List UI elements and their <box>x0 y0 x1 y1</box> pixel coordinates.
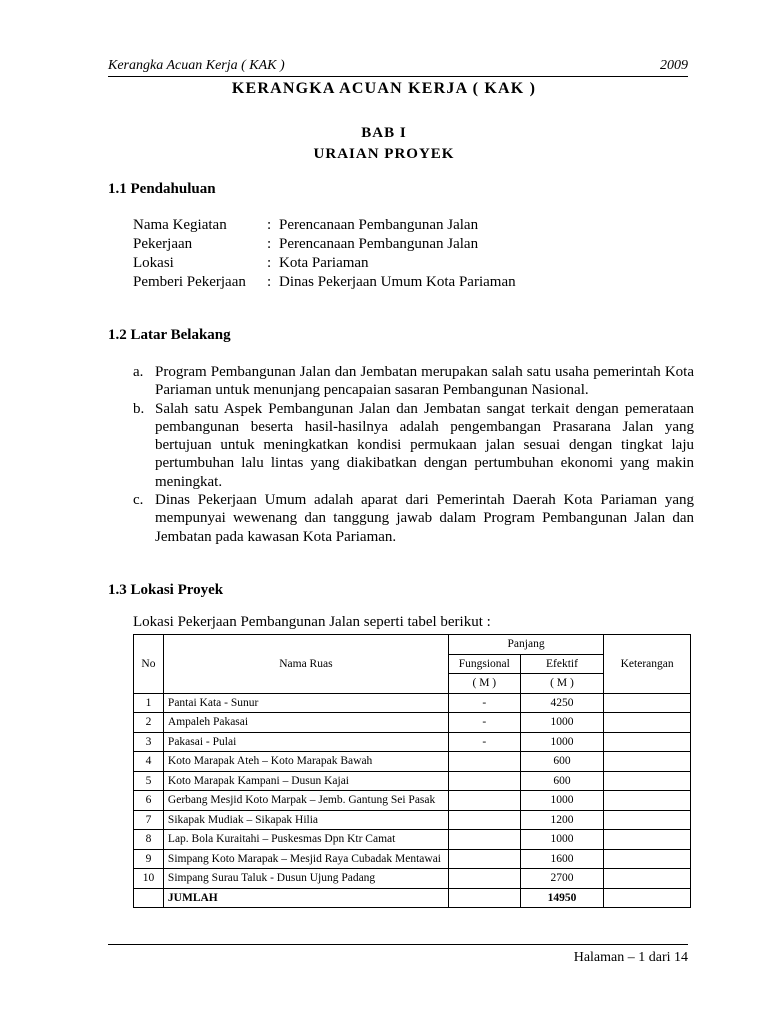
cell-total-label: JUMLAH <box>163 888 448 908</box>
section-heading-latar-belakang: 1.2 Latar Belakang <box>108 327 231 343</box>
cell-no: 3 <box>134 732 164 752</box>
list-marker: c. <box>133 492 144 509</box>
info-row-lokasi <box>133 254 516 273</box>
cell-keterangan <box>604 869 691 889</box>
project-info <box>133 216 516 292</box>
list-item <box>133 491 694 546</box>
header-nama-ruas: Nama Ruas <box>163 635 448 694</box>
list-text: Salah satu Aspek Pembangunan Jalan dan Jembatan sangat terkait dengan pemerataan pembangunan beserta hasil-hasilnya adalah pengembangan Prasarana Jalan yang bertujuan untuk meningkatkan kondisi permukaan jalan sesuai dengan tingkat laju pertumbuhan lalu lintas yang diakibatkan dengan pertumbuhan ekonomi yang makin meningkat. <box>155 400 694 490</box>
chapter-number: BAB I <box>361 125 407 141</box>
cell-efektif: 1600 <box>520 849 604 869</box>
info-colon: : <box>267 217 272 233</box>
cell-fungsional <box>448 869 520 889</box>
header-keterangan: Keterangan <box>604 635 691 694</box>
cell-fungsional-empty <box>448 888 520 908</box>
list-item <box>133 363 694 400</box>
cell-keterangan <box>604 693 691 713</box>
info-value: Perencanaan Pembangunan Jalan <box>279 217 479 233</box>
chapter-title: URAIAN PROYEK <box>313 146 455 162</box>
cell-no: 1 <box>134 693 164 713</box>
info-label: Pemberi Pekerjaan <box>133 274 246 290</box>
cell-efektif: 2700 <box>520 869 604 889</box>
cell-total-efektif: 14950 <box>520 888 604 908</box>
cell-efektif: 1200 <box>520 810 604 830</box>
header-doc-title: Kerangka Acuan Kerja ( KAK ) <box>108 58 285 73</box>
list-marker: b. <box>133 400 145 417</box>
cell-fungsional: - <box>448 693 520 713</box>
info-colon: : <box>267 274 272 290</box>
table-header-row <box>134 635 691 655</box>
info-colon: : <box>267 255 272 271</box>
cell-no: 10 <box>134 869 164 889</box>
info-label: Nama Kegiatan <box>133 217 227 233</box>
cell-efektif: 1000 <box>520 713 604 733</box>
table-row <box>134 810 691 830</box>
location-intro: Lokasi Pekerjaan Pembangunan Jalan seperti tabel berikut : <box>133 614 491 630</box>
table-total-row <box>134 888 691 908</box>
table-row <box>134 849 691 869</box>
info-value: Kota Pariaman <box>279 255 369 271</box>
cell-efektif: 600 <box>520 752 604 772</box>
cell-keterangan <box>604 810 691 830</box>
header-unit-fungsional: ( M ) <box>448 674 520 694</box>
table-row <box>134 771 691 791</box>
cell-efektif: 1000 <box>520 791 604 811</box>
cell-keterangan <box>604 713 691 733</box>
table-row <box>134 732 691 752</box>
cell-nama: Simpang Koto Marapak – Mesjid Raya Cubadak Mentawai <box>163 849 448 869</box>
section-heading-lokasi-proyek: 1.3 Lokasi Proyek <box>108 582 224 598</box>
cell-nama: Pantai Kata - Sunur <box>163 693 448 713</box>
background-list <box>133 363 694 546</box>
cell-keterangan <box>604 732 691 752</box>
cell-no: 5 <box>134 771 164 791</box>
cell-no: 6 <box>134 791 164 811</box>
cell-fungsional <box>448 791 520 811</box>
cell-no: 8 <box>134 830 164 850</box>
cell-no-empty <box>134 888 164 908</box>
cell-keterangan <box>604 849 691 869</box>
cell-fungsional: - <box>448 732 520 752</box>
table-row <box>134 713 691 733</box>
info-value: Perencanaan Pembangunan Jalan <box>279 236 479 252</box>
header-year: 2009 <box>660 58 688 73</box>
cell-efektif: 4250 <box>520 693 604 713</box>
table-row <box>134 869 691 889</box>
cell-keterangan <box>604 771 691 791</box>
road-table <box>133 634 691 908</box>
cell-nama: Ampaleh Pakasai <box>163 713 448 733</box>
page-header <box>108 58 688 77</box>
chapter-heading <box>0 123 768 165</box>
info-row-pemberi-pekerjaan <box>133 273 516 292</box>
footer-divider <box>108 944 688 945</box>
list-marker: a. <box>133 364 144 380</box>
header-fungsional: Fungsional <box>448 654 520 674</box>
list-text: Program Pembangunan Jalan dan Jembatan merupakan salah satu usaha pemerintah Kota Pariaman untuk menunjang pencapaian sasaran Pembangunan Nasional. <box>155 364 694 399</box>
table-row <box>134 830 691 850</box>
cell-fungsional <box>448 849 520 869</box>
cell-keterangan <box>604 791 691 811</box>
cell-nama: Pakasai - Pulai <box>163 732 448 752</box>
info-label: Pekerjaan <box>133 236 193 252</box>
header-panjang: Panjang <box>448 635 603 655</box>
cell-efektif: 1000 <box>520 732 604 752</box>
cell-no: 7 <box>134 810 164 830</box>
cell-nama: Gerbang Mesjid Koto Marpak – Jemb. Gantung Sei Pasak <box>163 791 448 811</box>
cell-fungsional: - <box>448 713 520 733</box>
table-row <box>134 752 691 772</box>
info-colon: : <box>267 236 272 252</box>
info-value: Dinas Pekerjaan Umum Kota Pariaman <box>279 274 516 290</box>
cell-fungsional <box>448 771 520 791</box>
cell-keterangan-empty <box>604 888 691 908</box>
cell-efektif: 600 <box>520 771 604 791</box>
header-efektif: Efektif <box>520 654 604 674</box>
cell-keterangan <box>604 830 691 850</box>
section-heading-pendahuluan: 1.1 Pendahuluan <box>108 181 216 197</box>
info-label: Lokasi <box>133 255 174 271</box>
cell-no: 2 <box>134 713 164 733</box>
cell-nama: Lap. Bola Kuraitahi – Puskesmas Dpn Ktr Camat <box>163 830 448 850</box>
header-no: No <box>134 635 164 694</box>
list-text: Dinas Pekerjaan Umum adalah aparat dari Pemerintah Daerah Kota Pariaman yang mempunyai wewenang dan tanggung jawab dalam Program Pembangunan Jalan dan Jembatan pada kawasan Kota Pariaman. <box>155 492 694 545</box>
cell-nama: Koto Marapak Kampani – Dusun Kajai <box>163 771 448 791</box>
cell-no: 4 <box>134 752 164 772</box>
info-row-nama-kegiatan <box>133 216 516 235</box>
cell-nama: Simpang Surau Taluk - Dusun Ujung Padang <box>163 869 448 889</box>
cell-no: 9 <box>134 849 164 869</box>
cell-efektif: 1000 <box>520 830 604 850</box>
cell-fungsional <box>448 752 520 772</box>
cell-keterangan <box>604 752 691 772</box>
cell-nama: Sikapak Mudiak – Sikapak Hilia <box>163 810 448 830</box>
cell-nama: Koto Marapak Ateh – Koto Marapak Bawah <box>163 752 448 772</box>
header-unit-efektif: ( M ) <box>520 674 604 694</box>
cell-fungsional <box>448 830 520 850</box>
table-row <box>134 791 691 811</box>
info-row-pekerjaan <box>133 235 516 254</box>
page-number: Halaman – 1 dari 14 <box>573 950 688 965</box>
document-title: KERANGKA ACUAN KERJA ( KAK ) <box>231 80 537 97</box>
list-item <box>133 400 694 491</box>
table-row <box>134 693 691 713</box>
cell-fungsional <box>448 810 520 830</box>
